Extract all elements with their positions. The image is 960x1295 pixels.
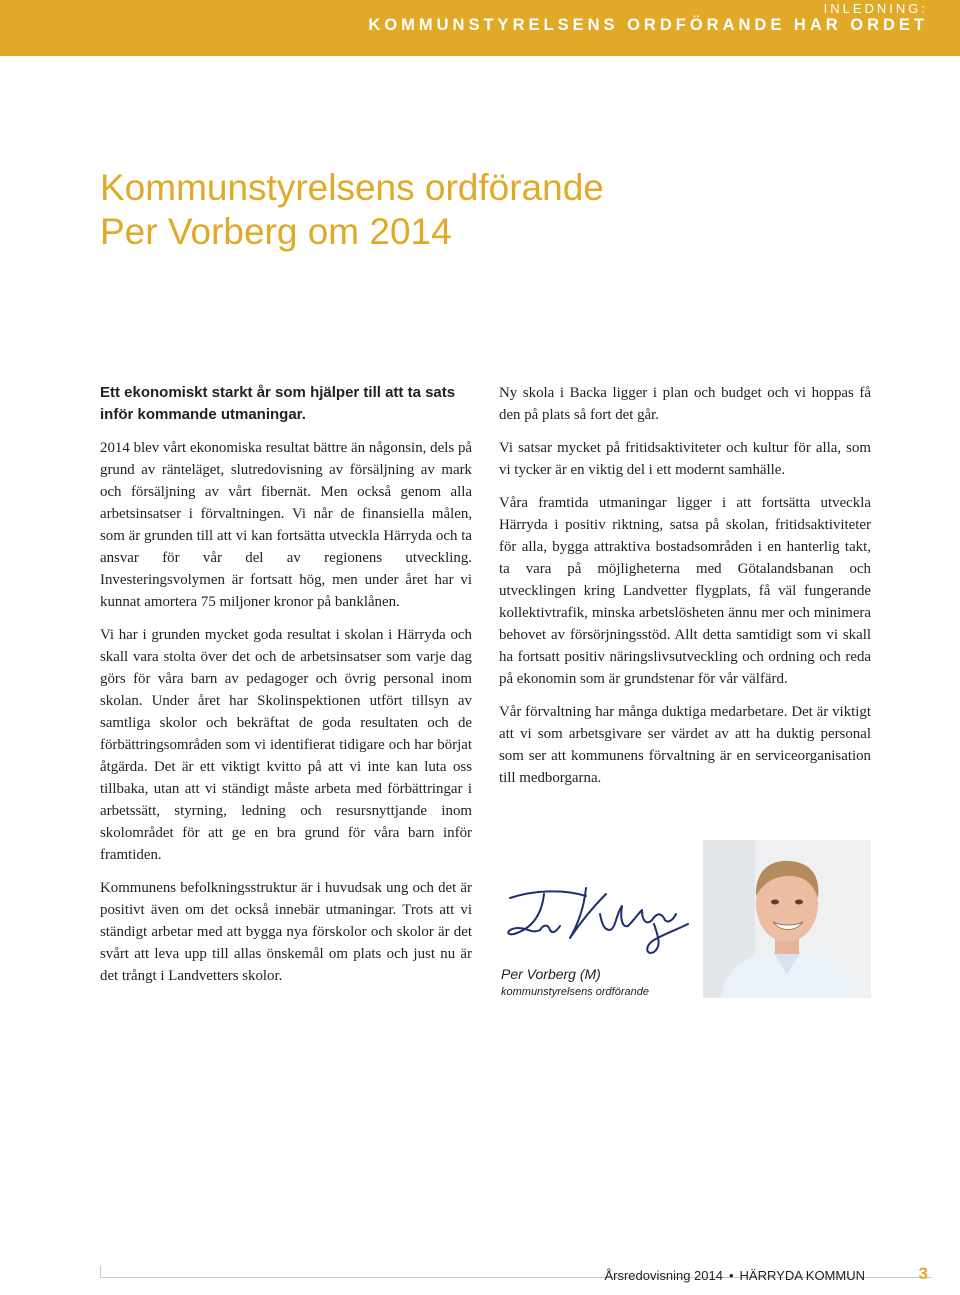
lead-paragraph: Ett ekonomiskt starkt år som hjälper till att ta sats inför kommande utmaningar.	[100, 384, 456, 423]
body-paragraph: Vi har i grunden mycket goda resultat i skolan i Härryda och skall vara stolta över det och de arbetsinsatser som varje dag görs för våra barn av pedagoger och övrig personal inom skolan. Under året har Skolinspektionen utfört tillsyn av samtliga skolor och bekräftat de goda resultaten och de förbättringsområden som vi identifierat tidigare och har börjat åtgärda. Det är ett viktigt kvitto på att vi inte kan luta oss tillbaka, utan att vi ständigt måste arbeta med förbättringar i arbetssätt, styrning, ledning och resursnyttjande inom skolområdet för att ge en bra grund för våra barn inför framtiden.	[100, 627, 472, 863]
body-paragraph: 2014 blev vårt ekonomiska resultat bättre än någonsin, dels på grund av ränteläget, slutredovisning av försäljning av mark och försäljning av vårt fibernät. Men också genom alla arbetsinsatser i förvaltningen. Vi når de finansiella målen, som är grunden till att vi kan fortsätta utveckla Härryda och ta ansvar för vår del av regionens utveckling. Investeringsvolymen är fortsatt hög, men under året har vi kunnat amortera 75 miljoner kronor på banklånen.	[100, 440, 472, 610]
signatory-name: Per Vorberg (M)	[501, 966, 601, 982]
portrait-photo	[703, 840, 871, 998]
signatory-role: kommunstyrelsens ordförande	[501, 986, 649, 998]
body-paragraph: Vi satsar mycket på fritidsaktiviteter och kultur för alla, som vi tycker är en viktig del i ett modernt samhälle.	[499, 440, 871, 478]
body-paragraph: Kommunens befolkningsstruktur är i huvudsak ung och det är positivt även om det också innebär utmaningar. Trots att vi ständigt arbetar med att bygga nya förskolor och skolor är det svårt att leva upp till allas önskemål om plats och just nu är det trångt i Landvetters skolor.	[100, 880, 472, 984]
handwritten-signature	[504, 884, 694, 964]
left-column	[100, 382, 472, 998]
section-kicker: INLEDNING:	[823, 1, 928, 16]
footer-municipality: HÄRRYDA KOMMUN	[739, 1268, 865, 1283]
footer-rule-tick	[100, 1266, 101, 1277]
footer-report-title: Årsredovisning 2014	[604, 1268, 723, 1283]
footer-separator: •	[728, 1268, 734, 1283]
section-title: KOMMUNSTYRELSENS ORDFÖRANDE HAR ORDET	[368, 16, 928, 34]
page-title	[100, 166, 604, 254]
signature-block	[499, 840, 871, 1010]
page-number: 3	[918, 1264, 928, 1283]
page-title-line-1: Kommunstyrelsens ordförande	[100, 167, 604, 208]
section-banner	[0, 0, 960, 56]
body-paragraph: Vår förvaltning har många duktiga medarbetare. Det är viktigt att vi som arbetsgivare ser värdet av att ha duktig personal som ser att kommunens förvaltning är en serviceorganisation till medborgarna.	[499, 704, 871, 786]
body-paragraph: Våra framtida utmaningar ligger i att fortsätta utveckla Härryda i positiv riktning, satsa på skolan, fritidsaktiviteter för alla, bygga attraktiva bostadsområden i en hanterlig takt, ta vara på möjligheterna med Götalandsbanan och utvecklingen kring Landvetter flygplats, få väl fungerande kollektivtrafik, minska arbetslösheten ännu mer och minimera behovet av försörjningsstöd. Allt detta samtidigt som vi skall ha fortsatt positiv näringslivsutveckling och ordning och reda på ekonomin som är grundstenar för vår välfärd.	[499, 495, 871, 687]
page-title-line-2: Per Vorberg om 2014	[100, 211, 452, 252]
body-paragraph: Ny skola i Backa ligger i plan och budget och vi hoppas få den på plats så fort det går.	[499, 385, 871, 423]
footer-publication	[604, 1268, 865, 1283]
right-column	[499, 382, 871, 800]
